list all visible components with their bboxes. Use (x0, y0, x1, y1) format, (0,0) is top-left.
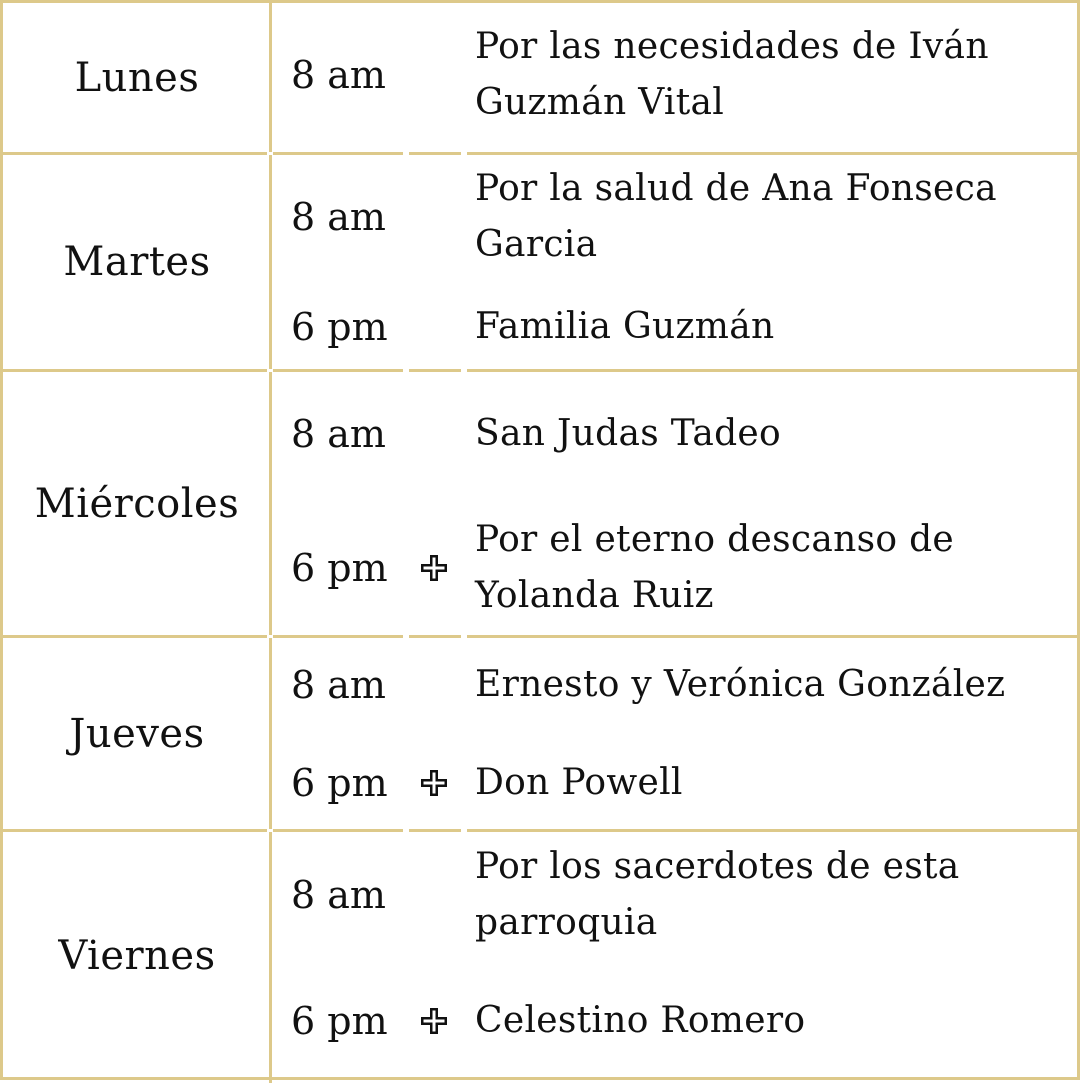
mass-time: 6 pm (291, 305, 388, 349)
cross-icon (419, 553, 449, 583)
mass-intention: Celestino Romero (475, 1000, 806, 1041)
cross-icon (419, 768, 449, 798)
cross-icon (419, 1006, 449, 1036)
day-label-jueves: Jueves (69, 710, 205, 757)
mass-time: 8 am (291, 412, 386, 456)
mass-time: 8 am (291, 873, 386, 917)
mass-intention: Ernesto y Verónica González (475, 664, 1006, 705)
mass-intention: Por el eterno descanso de Yolanda Ruiz (475, 519, 955, 616)
mass-intention: Por los sacerdotes de esta parroquia (475, 846, 960, 943)
mass-time: 8 am (291, 53, 386, 97)
mass-time: 6 pm (291, 999, 388, 1043)
mass-intention: Por la salud de Ana Fonseca Garcia (475, 168, 997, 265)
mass-time: 8 am (291, 663, 386, 707)
day-label-martes: Martes (63, 239, 211, 285)
mass-time: 6 pm (291, 546, 388, 590)
mass-intention: Don Powell (475, 762, 683, 803)
mass-intention: Por las necesidades de Iván Guzmán Vital (475, 26, 989, 123)
mass-intention: San Judas Tadeo (475, 413, 781, 454)
mass-intention: Familia Guzmán (475, 306, 775, 347)
mass-time: 6 pm (291, 761, 388, 805)
day-label-viernes: Viernes (58, 933, 216, 979)
day-label-miercoles: Miércoles (34, 480, 240, 527)
mass-time: 8 am (291, 195, 386, 239)
day-label-lunes: Lunes (74, 54, 200, 101)
